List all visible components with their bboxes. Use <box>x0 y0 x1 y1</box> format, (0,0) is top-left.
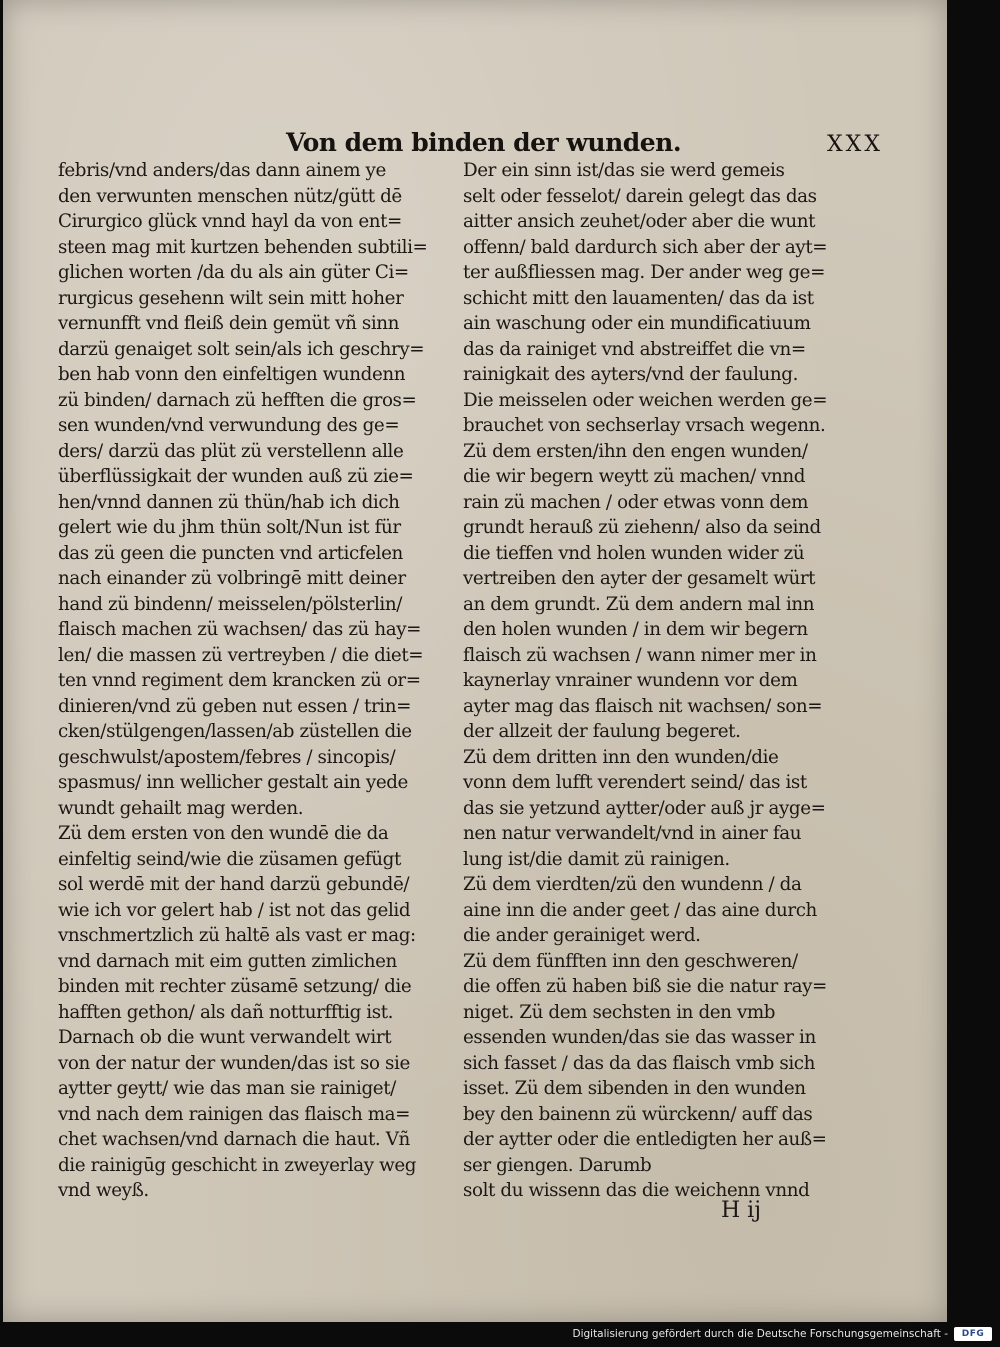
text-line: cken/stülgengen/lassen/ab züstellen die <box>58 721 412 742</box>
text-line: Darnach ob die wunt verwandelt wirt <box>58 1027 392 1048</box>
text-line: lung ist/die damit zü rainigen. <box>463 848 730 870</box>
running-title: Von dem binden der wunden. <box>286 128 682 157</box>
text-line: binden mit rechter züsamē setzung/ die <box>58 976 412 997</box>
text-line: steen mag mit kurtzen behenden subtili= <box>58 236 428 258</box>
text-line: die ander gerainiget werd. <box>463 925 701 946</box>
folio-number: XXX <box>827 132 883 157</box>
text-line: geschwulst/apostem/febres / sincopis/ <box>58 746 396 768</box>
text-line: grundt herauß zü ziehenn/ also da seind <box>463 517 821 538</box>
text-line: rurgicus gesehenn wilt sein mitt hoher <box>58 287 404 309</box>
text-line: rainigkait des ayters/vnd der faulung. <box>463 364 799 385</box>
text-line: einfeltig seind/wie die züsamen gefügt <box>58 848 401 870</box>
text-line: hen/vnnd dannen zü thün/hab ich dich <box>58 491 400 513</box>
text-line: die rainigūg geschicht in zweyerlay weg <box>58 1154 417 1176</box>
text-line: offenn/ bald dardurch sich aber der ayt= <box>463 236 828 258</box>
text-line: vnd nach dem rainigen das flaisch ma= <box>58 1103 411 1125</box>
text-line: sen wunden/vnd verwundung des ge= <box>58 415 400 436</box>
text-line: aytter geytt/ wie das man sie rainiget/ <box>58 1078 396 1099</box>
text-line: sol werdē mit der hand darzü gebundē/ <box>58 874 410 895</box>
text-line: ders/ darzü das plüt zü verstellenn alle <box>58 440 404 462</box>
text-line: das zü geen die puncten vnd articfelen <box>58 542 403 564</box>
text-line: die wir begern weytt zü machen/ vnnd <box>463 466 806 487</box>
text-line: schicht mitt den lauamenten/ das da ist <box>463 287 814 309</box>
text-line: brauchet von sechserlay vrsach wegenn. <box>463 415 826 436</box>
text-line: ayter mag das flaisch nit wachsen/ son= <box>463 695 823 717</box>
text-line: vonn dem lufft verendert seind/ das ist <box>463 772 807 793</box>
text-line: den verwunten menschen nütz/gütt dē <box>58 185 402 207</box>
left-text-column <box>58 158 470 1204</box>
book-page <box>3 0 947 1322</box>
text-line: die offen zü haben biß sie die natur ray= <box>463 976 827 997</box>
text-line: der aytter oder die entledigten her auß= <box>463 1129 827 1150</box>
text-line: wundt gehailt mag werden. <box>58 797 304 819</box>
text-line: hand zü bindenn/ meisselen/pölsterlin/ <box>58 593 402 615</box>
text-line: vnschmertzlich zü haltē als vast er mag: <box>58 925 416 946</box>
text-line: solt du wissenn das die weichenn vnnd <box>463 1180 810 1201</box>
text-line: ter außfliessen mag. Der ander weg ge= <box>463 262 825 283</box>
text-line: vnd darnach mit eim gutten zimlichen <box>58 950 397 972</box>
text-line: aine inn die ander geet / das aine durch <box>463 899 817 921</box>
text-line: spasmus/ inn wellicher gestalt ain yede <box>58 772 408 793</box>
text-line: Zü dem vierdten/zü den wundenn / da <box>463 874 802 895</box>
text-line: chet wachsen/vnd darnach die haut. Vñ <box>58 1129 410 1150</box>
text-line: Zü dem ersten/ihn den engen wunden/ <box>463 440 808 462</box>
text-line: flaisch zü wachsen / wann nimer mer in <box>463 644 817 666</box>
text-line: ten vnnd regiment dem krancken zü or= <box>58 670 421 691</box>
text-line: bey den bainenn zü würckenn/ auff das <box>463 1103 813 1125</box>
text-line: ser giengen. Darumb <box>463 1154 652 1176</box>
text-line: isset. Zü dem sibenden in den wunden <box>463 1078 806 1099</box>
text-line: ben hab vonn den einfeltigen wundenn <box>58 364 406 385</box>
text-line: der allzeit der faulung begeret. <box>463 721 741 742</box>
text-line: flaisch machen zü wachsen/ das zü hay= <box>58 619 422 640</box>
text-line: an dem grundt. Zü dem andern mal inn <box>463 593 815 615</box>
text-line: glichen worten /da du als ain güter Ci= <box>58 262 409 283</box>
digitization-credit: Digitalisierung gefördert durch die Deutsche Forschungsgemeinschaft - <box>572 1328 948 1340</box>
text-line: len/ die massen zü vertreyben / die diet= <box>58 644 424 666</box>
text-line: essenden wunden/das sie das wasser in <box>463 1027 816 1048</box>
footer-bar <box>0 1322 1000 1347</box>
text-line: hafften gethon/ als dañ notturfftig ist. <box>58 1001 394 1023</box>
text-line: aitter ansich zeuhet/oder aber die wunt <box>463 211 816 232</box>
text-line: kaynerlay vnrainer wundenn vor dem <box>463 670 798 691</box>
text-line: gelert wie du jhm thün solt/Nun ist für <box>58 517 401 538</box>
text-line: Zü dem dritten inn den wunden/die <box>463 746 779 768</box>
signature-mark: H ij <box>721 1198 762 1223</box>
text-line: darzü genaiget solt sein/als ich geschry= <box>58 338 425 360</box>
text-line: den holen wunden / in dem wir begern <box>463 619 808 640</box>
text-line: das sie yetzund aytter/oder auß jr ayge= <box>463 797 826 819</box>
text-line: Der ein sinn ist/das sie werd gemeis <box>463 160 785 181</box>
text-line: das da rainiget vnd abstreiffet die vn= <box>463 338 806 360</box>
text-line: nach einander zü volbringē mitt deiner <box>58 568 406 589</box>
dfg-logo: DFG <box>954 1327 992 1341</box>
text-line: wie ich vor gelert hab / ist not das gelid <box>58 899 411 921</box>
text-line: Zü dem ersten von den wundē die da <box>58 823 389 844</box>
text-line: überflüssigkait der wunden auß zü zie= <box>58 466 414 487</box>
text-line: vertreiben den ayter der gesamelt würt <box>463 568 816 589</box>
right-text-column <box>463 158 883 1204</box>
text-line: febris/vnd anders/das dann ainem ye <box>58 160 386 181</box>
text-line: zü binden/ darnach zü hefften die gros= <box>58 389 417 411</box>
text-line: die tieffen vnd holen wunden wider zü <box>463 542 805 564</box>
text-line: sich fasset / das da das flaisch vmb sich <box>463 1052 816 1074</box>
text-line: Zü dem fünfften inn den geschweren/ <box>463 950 798 972</box>
text-line: dinieren/vnd zü geben nut essen / trin= <box>58 695 412 717</box>
text-line: von der natur der wunden/das ist so sie <box>58 1052 410 1074</box>
text-line: selt oder fesselot/ darein gelegt das das <box>463 185 817 207</box>
text-line: vnd weyß. <box>58 1180 149 1201</box>
text-line: Cirurgico glück vnnd hayl da von ent= <box>58 211 402 232</box>
text-line: rain zü machen / oder etwas vonn dem <box>463 491 809 513</box>
text-line: Die meisselen oder weichen werden ge= <box>463 389 828 411</box>
text-line: niget. Zü dem sechsten in den vmb <box>463 1001 776 1023</box>
text-line: ain waschung oder ein mundificatiuum <box>463 313 811 334</box>
text-line: nen natur verwandelt/vnd in ainer fau <box>463 823 802 844</box>
text-line: vernunfft vnd fleiß dein gemüt vñ sinn <box>58 313 400 334</box>
